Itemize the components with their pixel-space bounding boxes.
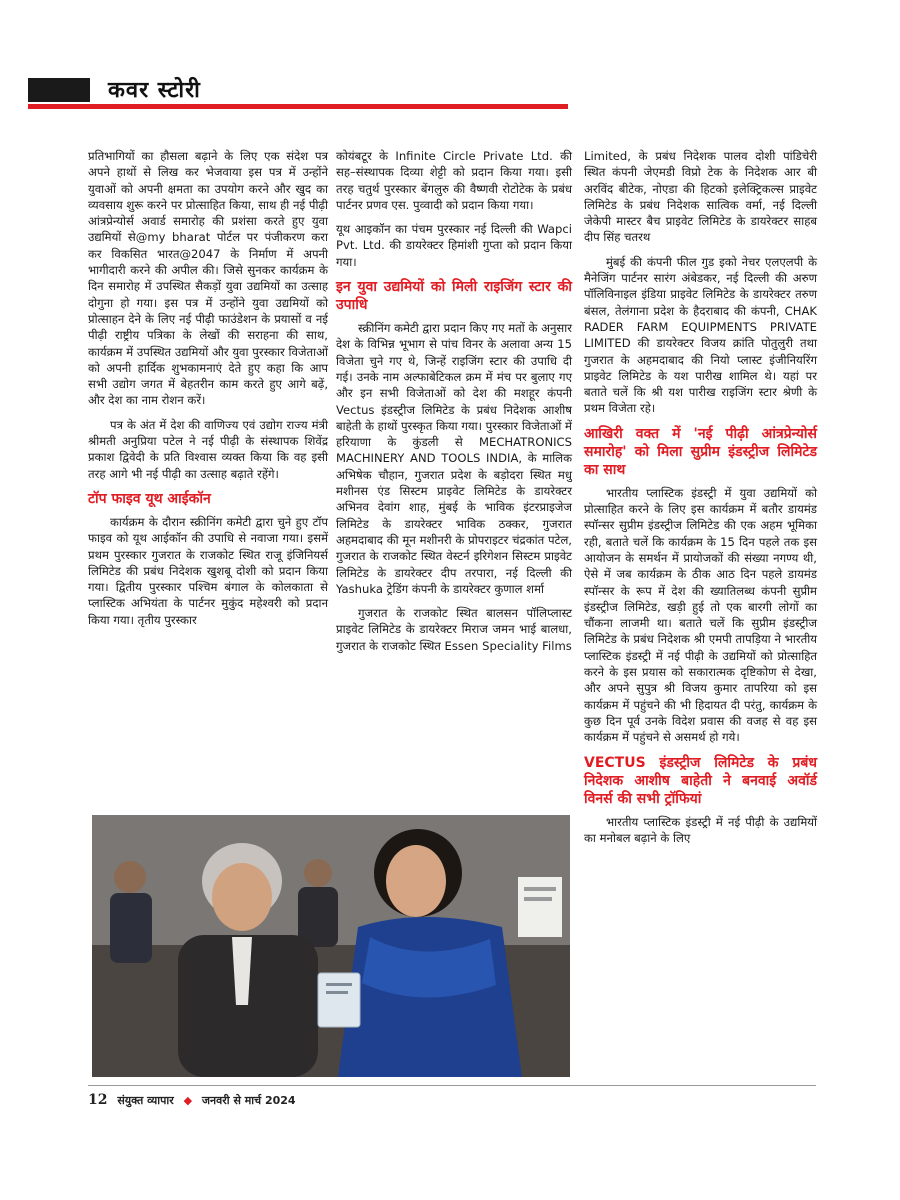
col2-paragraph-3: स्क्रीनिंग कमेटी द्वारा प्रदान किए गए मतों के अनुसार देश के विभिन्न भूभाग से पांच विनर के अलावा अन्य 15 विजेता चुने गए थे, जिन्हें राइजिंग स्टार की उपाधि दी गई। उनके नाम अल्फाबेटिकल क्रम में मंच पर बुलाए गए और इन सभी विजेताओं को देश की मशहूर कंपनी Vectus इंडस्ट्रीज लिमिटेड के प्रबंध निदेशक आशीष बाहेती के हाथों पुरस्कृत किया गया। पुरस्कार विजेताओं में हरियाणा के कुंडली से MECHATRONICS MACHINERY AND TOOLS INDIA, के मालिक अभिषेक चौहान, गुजरात प्रदेश के बड़ोदरा स्थित मधु मशीनस एंड सिस्टम प्राइवेट लिमिटेड के डायरेक्टर अभिनव देवांग शाह, मुंबई के भाविक इंटरप्राइजेज लिमिटेड के डायरेक्टर भाविक ठक्कर, गुजरात अहमदाबाद की मून मशीनरी के प्रोपराइटर चंद्रकांत पटेल, गुजरात के राजकोट स्थित वेस्टर्न इरिगेशन सिस्टम प्राइवेट लिमिटेड के डायरेक्टर दीप तरपारा, नई दिल्ली की Yashuka ट्रेडिंग कंपनी के डायरेक्टर कुणाल शर्मा [336,321,572,596]
col1-paragraph-2: पत्र के अंत में देश की वाणिज्य एवं उद्योग राज्य मंत्री श्रीमती अनुप्रिया पटेल ने नई पीढ़ी के संस्थापक शिवेंद्र प्रकाश द्विवेदी के प्रति विश्वास व्यक्त किया कि वह इसी तरह आगे भी नई पीढ़ी का उत्साह बढ़ाते रहेंगे। [88,417,328,481]
footer-text [88,1092,816,1108]
award-ceremony-photo [92,815,570,1077]
diamond-icon: ◆ [183,1094,193,1107]
column-2 [336,148,572,662]
footer-rule [88,1085,816,1086]
header-black-block [28,78,90,102]
col3-paragraph-1: Limited, के प्रबंध निदेशक पालव दोशी पांडिचेरी स्थित कंपनी जेएमडी विप्रो टेक के निदेशक आर बी अरविंद बीटेक, नोएडा की हिटको इलेक्ट्रिकल्स प्राइवेट लिमिटेड के प्रबंध निदेशक सात्विक वर्मा, नई दिल्ली जेकेपी मास्टर बैच प्राइवेट लिमिटेड के डायरेक्टर साहब दीप सिंह चतरथ [584,149,817,245]
col3-paragraph-4: भारतीय प्लास्टिक इंडस्ट्री में नई पीढ़ी के उद्यमियों का मनोबल बढ़ाने के लिए [584,814,817,845]
col2-paragraph-4: गुजरात के राजकोट स्थित बालसन पॉलिप्लास्ट प्राइवेट लिमिटेड के डायरेक्टर मिराज जमन भाई बालधा, गुजरात के राजकोट स्थित Essen Speciality Films [336,606,572,653]
col1-heading-youth-icon: टॉप फाइव यूथ आईकॉन [88,490,211,507]
photo-illustration [92,815,570,1077]
col2-paragraph-1: कोयंबटूर के Infinite Circle Private Ltd. की सह–संस्थापक दिव्या शेट्टी को प्रदान किया गया। इसी तरह चतुर्थ पुरस्कार बेंगलुरु की वैष्णवी रोटोटेक के प्रबंध पार्टनर प्रणव एस. पुव्वादी को प्रदान किया गया। [336,149,572,212]
col3-heading-supreme: आखिरी वक्त में 'नई पीढ़ी आंत्रप्रेन्योर्स समारोह' को मिला सुप्रीम इंडस्ट्रीज लिमिटेड का साथ [584,425,817,478]
issue-date: जनवरी से मार्च 2024 [201,1094,296,1107]
page-footer [88,1085,816,1108]
magazine-name: संयुक्त व्यापार [117,1094,174,1107]
section-title: कवर स्टोरी [108,78,201,103]
col3-paragraph-2: मुंबई की कंपनी फील गुड इको नेचर एलएलपी के मैनेजिंग पार्टनर सारंग अंबेडकर, नई दिल्ली की अरुण पॉलिविनाइल इंडिया प्राइवेट लिमिटेड के डायरेक्टर तरुण बंसल, तेलंगाना प्रदेश के हैदराबाद की कंपनी, CHAK RADER FARM EQUIPMENTS PRIVATE LIMITED की डायरेक्टर विजय क्रांति पोतुलुरी तथा गुजरात के अहमदाबाद की नियो प्लास्ट इंजीनियरिंग प्राइवेट लिमिटेड के यश पारीख शामिल थे। यहां पर बताते चलें कि श्री यश पारीख राइजिंग स्टार श्रेणी के प्रथम विजेता रहे। [584,254,817,416]
col3-heading-vectus: VECTUS इंडस्ट्रीज लिमिटेड के प्रबंध निदेशक आशीष बाहेती ने बनवाई अवॉर्ड विनर्स की सभी ट्रॉफियां [584,754,817,807]
col1-paragraph-3: कार्यक्रम के दौरान स्क्रीनिंग कमेटी द्वारा चुने हुए टॉप फाइव को यूथ आईकॉन की उपाधि से नवाजा गया। इसमें प्रथम पुरस्कार गुजरात के राजकोट स्थित राजू इंजिनियर्स लिमिटेड की प्रबंध निदेशक खुशबू दोशी को प्रदान किया गया। द्वितीय पुरस्कार पश्चिम बंगाल के कोलकाता से प्लास्टिक अभियंता के पार्टनर मुकुंद महेश्वरी को प्रदान किया गया। तृतीय पुरस्कार [88,514,328,627]
column-3 [584,148,817,854]
page-number: 12 [88,1092,108,1108]
col3-paragraph-3: भारतीय प्लास्टिक इंडस्ट्री में युवा उद्यमियों को प्रोत्साहित करने के लिए इस कार्यक्रम में बतौर डायमंड स्पॉन्सर सुप्रीम इंडस्ट्रीज लिमिटेड की एक अहम भूमिका रही, बताते चलें कि कार्यक्रम के 15 दिन पहले तक इस आयोजन के समर्थन में प्रायोजकों की संख्या नगण्य थी, ऐसे में जब कार्यक्रम के ठीक आठ दिन पहले डायमंड स्पॉन्सर के रूप में देश की ख्यातिलब्ध कंपनी सुप्रीम इंडस्ट्रीज लिमिटेड, खड़ी हुई तो एक बारगी लोगों का चौंकना लाजमी था। बताते चलें कि सुप्रीम इंडस्ट्रीज लिमिटेड के प्रबंध निदेशक श्री एमपी तापड़िया ने भारतीय प्लास्टिक इंडस्ट्री में नई पीढ़ी के उद्यमियों को प्रोत्साहित करने के इस प्रयास को सकारात्मक दृष्टिकोण से देखा, और अपने सुपुत्र श्री विजय कुमार तापरिया को इस कार्यक्रम में पहुंचने की भी हिदायत दी परंतु, कार्यक्रम के कुछ दिन पूर्व उनके विदेश प्रवास की वजह से वह इस कार्यक्रम में पहुंचने से असमर्थ हो गये। [584,485,817,745]
column-1 [88,148,328,636]
section-header [28,78,798,108]
header-red-rule [28,104,568,109]
col2-paragraph-2: यूथ आइकॉन का पंचम पुरस्कार नई दिल्ली की Wapci Pvt. Ltd. की डायरेक्टर हिमांशी गुप्ता को प्रदान किया गया। [336,222,572,269]
col2-heading-rising-star: इन युवा उद्यमियों को मिली राइजिंग स्टार की उपाधि [336,279,572,314]
col1-paragraph-1: प्रतिभागियों का हौसला बढ़ाने के लिए एक संदेश पत्र अपने हाथों से लिख कर भेजवाया इस पत्र में उन्होंने युवाओं को अपनी क्षमता का उपयोग करने और खुद का व्यवसाय शुरू करने पर प्रोत्साहित किया, साथ ही नई पीढ़ी आंत्रप्रेन्योर्स अवार्ड समारोह की प्रशंसा करते हुए युवा उद्यमियों से@my bharat पोर्टल पर पंजीकरण करा कर विकसित भारत@2047 के निर्माण में अपनी भागीदारी करने की अपील की। जिसे सुनकर कार्यक्रम के दिन समारोह में उपस्थित सैकड़ों युवा उद्यमियों का उत्साह दोगुना हो गया। इस पत्र में उन्होंने युवा उद्यमियों को प्रोत्साहन देने के लिए नई पीढ़ी फाउंडेशन के प्रयासों व नई पीढ़ी राष्ट्रीय पत्रिका के लेखों की सराहना की साथ, कार्यक्रम में उपस्थित उद्यमियों और युवा पुरस्कार विजेताओं को अपनी हार्दिक शुभकामनाएं देते हुए कहा कि आप सभी उद्योग जगत में बेहतरीन काम करते हुए आगे बढ़ें, और देश का नाम रोशन करें। [88,149,328,408]
